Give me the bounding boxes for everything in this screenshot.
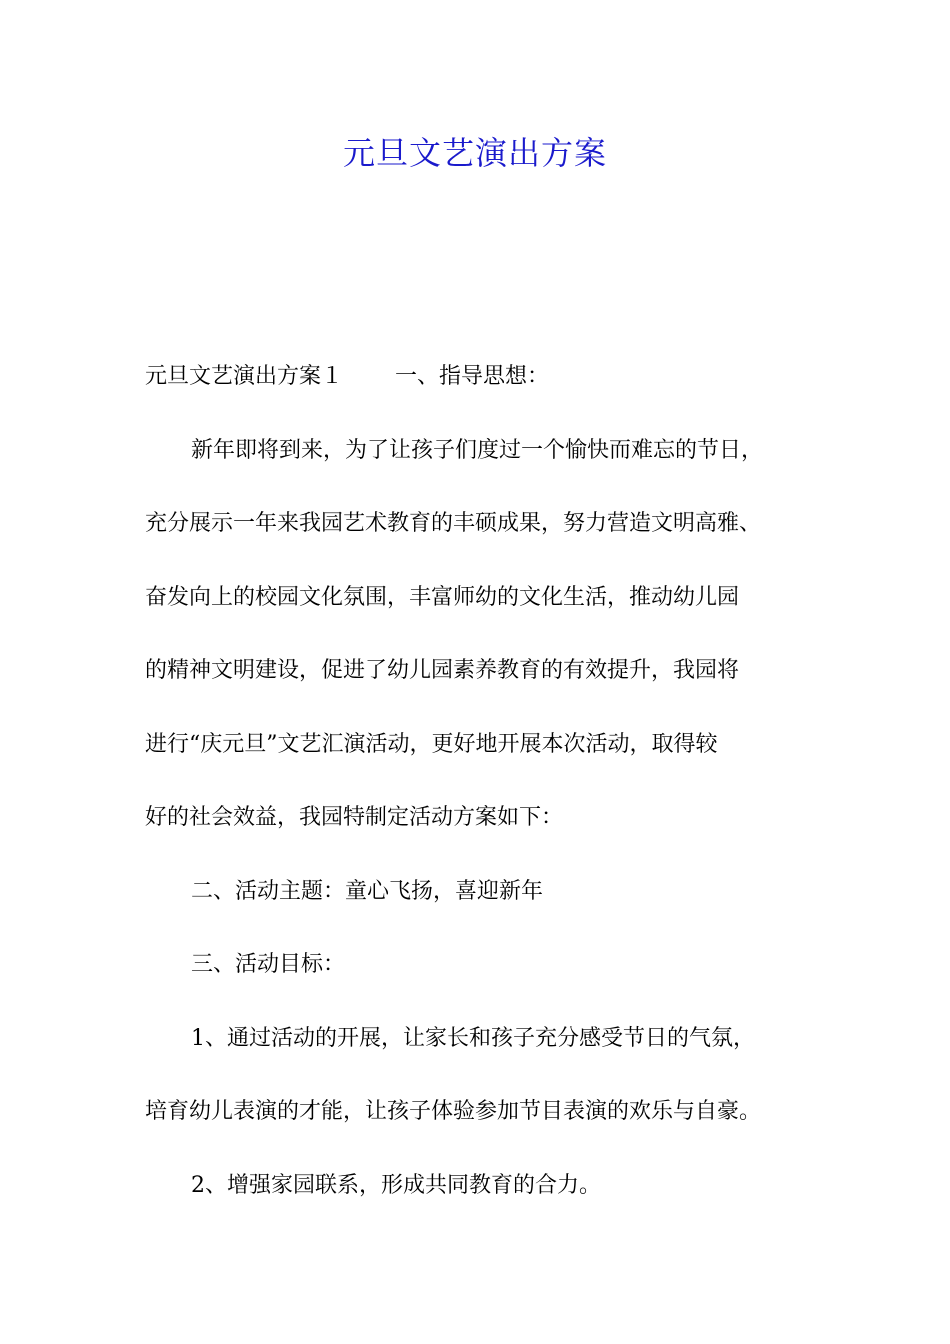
paragraph-line: 新年即将到来，为了让孩子们度过一个愉快而难忘的节日， xyxy=(191,437,764,463)
section-3-heading: 三、活动目标： xyxy=(191,952,346,977)
section-1-heading: 一、指导思想： xyxy=(395,364,550,389)
goal-1-line: 培育幼儿表演的才能，让孩子体验参加节目表演的欢乐与自豪。 xyxy=(145,1099,762,1124)
plan-heading: 元旦文艺演出方案１ xyxy=(145,364,344,389)
goal-1-line: 1、通过活动的开展，让家长和孩子充分感受节日的气氛， xyxy=(191,1025,755,1051)
paragraph-line: 好的社会效益，我园特制定活动方案如下： xyxy=(145,805,564,830)
document-body xyxy=(145,340,833,1222)
paragraph-line: 奋发向上的校园文化氛围，丰富师幼的文化生活，推动幼儿园 xyxy=(145,584,740,610)
paragraph-line: 进行“庆元旦”文艺汇演活动，更好地开展本次活动，取得较 xyxy=(145,731,718,757)
section-2-heading: 二、活动主题：童心飞扬，喜迎新年 xyxy=(191,878,544,904)
paragraph-line: 充分展示一年来我园艺术教育的丰硕成果，努力营造文明高雅、 xyxy=(145,511,762,536)
heading-line xyxy=(145,340,833,414)
paragraph-line: 的精神文明建设，促进了幼儿园素养教育的有效提升，我园将 xyxy=(145,658,740,683)
goal-2-line: 2、增强家园联系，形成共同教育的合力。 xyxy=(191,1172,601,1198)
page-title: 元旦文艺演出方案 xyxy=(342,134,607,172)
